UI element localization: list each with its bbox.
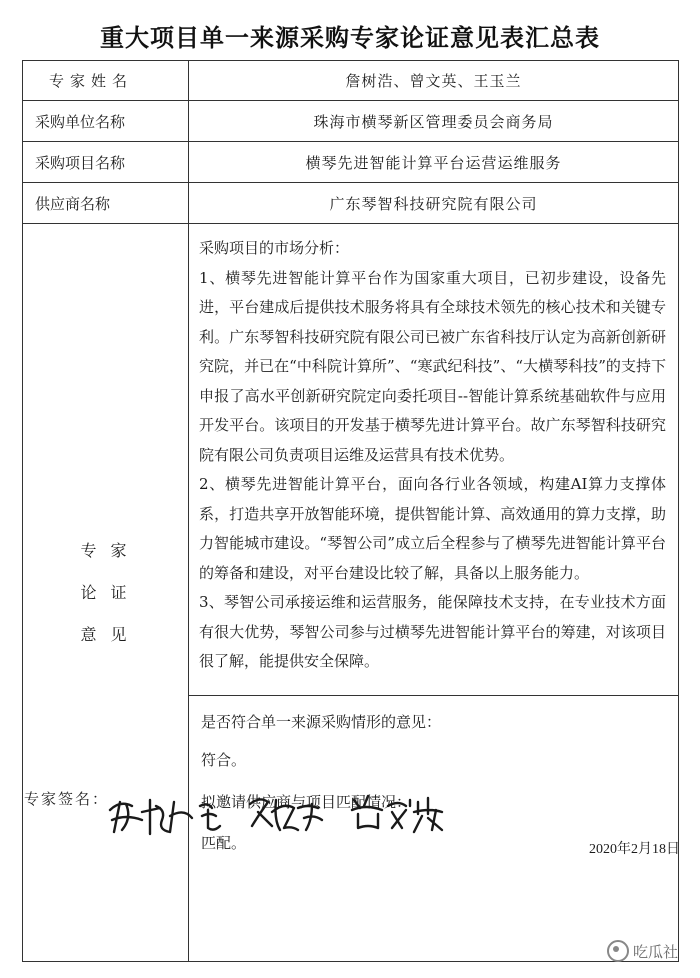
match-answer: 匹配。 [201,833,247,852]
analysis-heading: 采购项目的市场分析： [199,239,350,257]
project-value: 横琴先进智能计算平台运营运维服务 [189,142,679,183]
conformity-answer: 符合。 [201,750,247,769]
handwritten-signatures [92,782,472,842]
conformity-question: 是否符合单一来源采购情形的意见： [201,712,442,731]
purchaser-value: 珠海市横琴新区管理委员会商务局 [189,101,679,142]
row-purchaser [23,101,679,142]
signature-area [24,782,564,842]
analysis-point-1: 1、横琴先进智能计算平台作为国家重大项目，已初步建设，设备先进，平台建成后提供技术服务将具有全球技术领先的核心技术和关键专利。广东琴智科技研究院有限公司已被广东省科技厅认定为高新创新研究院，并已在“中科院计算所”、“寒武纪科技”、“大横琴科技”的支持下申报了高水平创新研究院定向委托项目--智能计算系统基础软件与应用开发平台。该项目的开发基于横琴先进计算平台。故广东琴智科技研究院有限公司负责项目运维及运营具有技术优势。 [199,268,666,464]
signature-1 [110,800,220,834]
row-project [23,142,679,183]
supplier-value: 广东琴智科技研究院有限公司 [189,183,679,224]
signature-3 [352,796,442,832]
opinion-label-line-2: 论证 [80,582,141,602]
experts-value: 詹树浩、曾文英、王玉兰 [189,61,679,101]
analysis-point-3: 3、琴智公司承接运维和运营服务，能保障技术支持，在专业技术方面有很大优势，琴智公司参与过横琴先进智能计算平台的筹建，对该项目很了解，能提供安全保障。 [199,593,666,670]
purchaser-label: 采购单位名称 [23,101,189,142]
market-analysis [189,224,678,677]
row-supplier [23,183,679,224]
project-label: 采购项目名称 [23,142,189,183]
opinion-label-line-3: 意见 [80,624,141,644]
experts-label: 专家姓名 [23,61,189,101]
watermark-text: 吃瓜社 [632,942,678,961]
opinion-label [23,224,189,962]
row-experts [23,61,679,101]
analysis-point-2: 2、横琴先进智能计算平台，面向各行业各领域，构建AI算力支撑体系，打造共享开放智能环境，提供智能计算、高效通用的算力支撑，助力智能城市建设。“琴智公司”成立后全程参与了横琴先进智能计算平台的筹备和建设，对平台建设比较了解，具备以上服务能力。 [199,475,666,582]
watermark [607,940,678,962]
document-title: 重大项目单一来源采购专家论证意见表汇总表 [100,24,600,52]
match-question: 拟邀请供应商与项目匹配情况： [201,792,412,811]
signature-2 [250,799,322,830]
supplier-label: 供应商名称 [23,183,189,224]
signature-label: 专家签名： [24,790,110,808]
opinion-label-line-1: 专家 [80,540,141,560]
watermark-logo-icon [607,940,629,962]
row-opinion [23,224,679,962]
signing-date: 2020年2月18日 [589,842,680,857]
